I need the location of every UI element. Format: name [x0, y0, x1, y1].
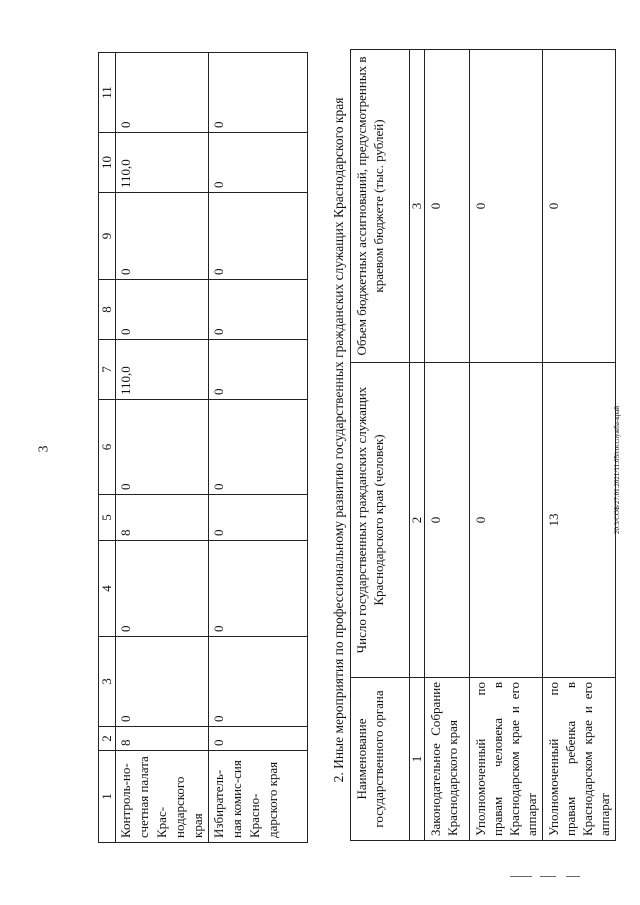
table-cell: 0 — [209, 727, 308, 751]
column-number-row — [410, 50, 425, 841]
table-2 — [350, 49, 616, 841]
table-cell: 0 — [116, 541, 209, 637]
budget-cell: 0 — [425, 50, 470, 363]
table-cell: 0 — [209, 400, 308, 495]
table-1 — [98, 52, 308, 843]
organ-name: Избиратель-ная комис-сия Красно-дарского края — [209, 751, 308, 843]
table-cell: 0 — [116, 400, 209, 495]
section-heading: 2. Иные мероприятия по профессиональному развитию государственных гражданских служащих Краснодарского края — [331, 97, 346, 783]
table-row — [116, 53, 209, 843]
table-cell: 0 — [116, 193, 209, 280]
section-heading-wrap — [330, 50, 348, 830]
table-cell: 0 — [209, 280, 308, 340]
scan-mark — [510, 876, 532, 877]
header-budget: Объем бюджетных ассигнований, предусмотренных в краевом бюджете (тыс. рублей) — [351, 50, 410, 363]
header-row — [351, 50, 410, 841]
table-cell: 0 — [209, 193, 308, 280]
column-number-row — [99, 53, 116, 843]
col-number: 10 — [99, 133, 116, 193]
table-row — [209, 53, 308, 843]
col-number: 2 — [410, 363, 425, 678]
budget-cell: 0 — [543, 50, 616, 363]
header-organ: Наименование государственного органа — [351, 678, 410, 841]
footer-code: 20.3/СОБ/27.01.2021/11:05/госслужба-край — [613, 406, 621, 534]
col-number: 5 — [99, 495, 116, 541]
col-number: 3 — [410, 50, 425, 363]
table-cell: 8 — [116, 727, 209, 751]
table-cell: 0 — [209, 637, 308, 727]
organ-name: Уполномоченный по правам человека в Краснодарском крае и его аппарат — [470, 678, 543, 841]
count-cell: 0 — [470, 363, 543, 678]
table-cell: 0 — [209, 541, 308, 637]
col-number: 7 — [99, 340, 116, 400]
col-number: 11 — [99, 53, 116, 133]
col-number: 1 — [99, 751, 116, 843]
professional-development-table — [350, 50, 612, 841]
scan-mark — [566, 876, 580, 877]
count-cell: 0 — [425, 363, 470, 678]
table-cell: 110,0 — [116, 133, 209, 193]
table-row — [470, 50, 543, 841]
budget-cell: 0 — [470, 50, 543, 363]
table-cell: 110,0 — [116, 340, 209, 400]
col-number: 8 — [99, 280, 116, 340]
col-number: 9 — [99, 193, 116, 280]
table-cell: 0 — [209, 340, 308, 400]
table-cell: 0 — [209, 133, 308, 193]
organ-name: Контроль-но-счетная палата Крас-нодарского края — [116, 751, 209, 843]
footer-code-wrap — [611, 125, 623, 815]
col-number: 4 — [99, 541, 116, 637]
table-row — [425, 50, 470, 841]
table-cell: 0 — [116, 637, 209, 727]
table-row — [543, 50, 616, 841]
table-cell: 0 — [209, 495, 308, 541]
col-number: 3 — [99, 637, 116, 727]
table-cell: 0 — [209, 53, 308, 133]
page-number: 3 — [36, 445, 52, 453]
budget-table-continuation — [98, 53, 303, 843]
col-number: 1 — [410, 678, 425, 841]
table-cell: 8 — [116, 495, 209, 541]
col-number: 6 — [99, 400, 116, 495]
header-count: Число государственных гражданских служащих Краснодарского края (человек) — [351, 363, 410, 678]
col-number: 2 — [99, 727, 116, 751]
table-cell: 0 — [116, 53, 209, 133]
organ-name: Законодательное Собрание Краснодарского края — [425, 678, 470, 841]
count-cell: 13 — [543, 363, 616, 678]
table-cell: 0 — [116, 280, 209, 340]
organ-name: Уполномоченный по правам ребенка в Краснодарском крае и его аппарат — [543, 678, 616, 841]
scan-mark — [540, 876, 556, 877]
